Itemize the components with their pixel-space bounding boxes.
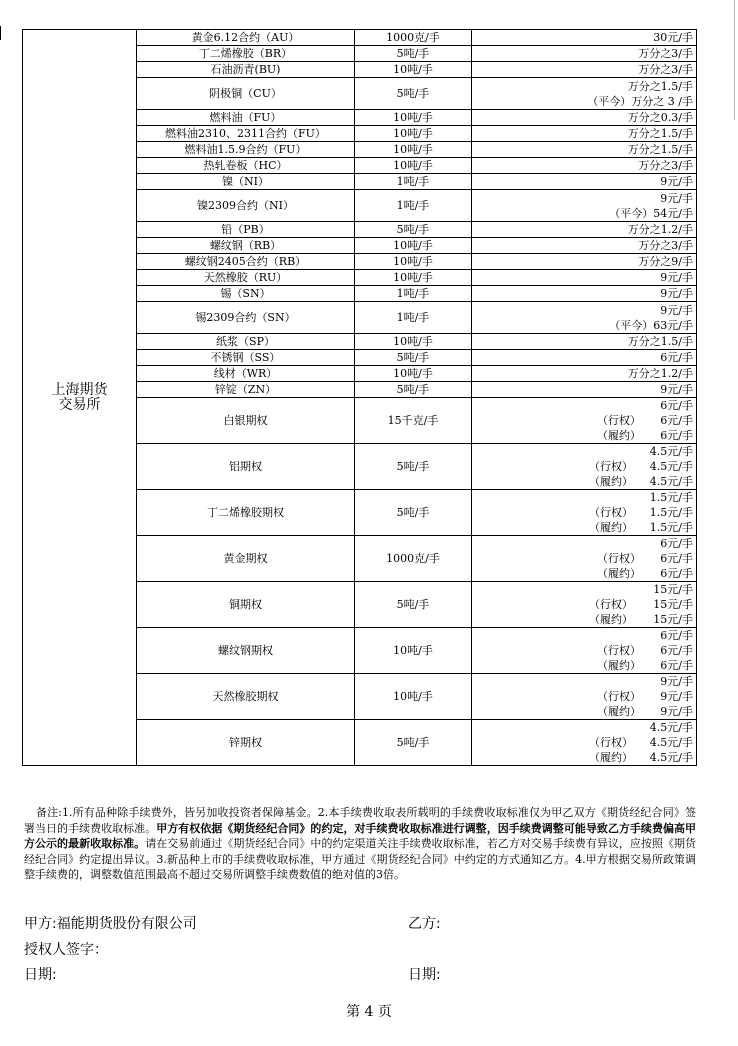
trading-unit: 10吨/手 xyxy=(355,158,472,174)
fee-value: 万分之1.5/手 xyxy=(627,127,693,140)
option-fee-value: 15元/手 xyxy=(653,598,693,611)
option-fee-tag: （履约） xyxy=(589,521,633,534)
option-fee-line xyxy=(475,674,693,689)
trading-unit: 10吨/手 xyxy=(355,110,472,126)
fee-value: 9元/手 xyxy=(660,287,693,300)
trading-unit: 5吨/手 xyxy=(355,222,472,238)
fee-value: 万分之0.3/手 xyxy=(627,111,693,124)
option-trading-unit: 5吨/手 xyxy=(355,490,472,536)
option-fee-line xyxy=(475,566,693,581)
trading-unit: 10吨/手 xyxy=(355,142,472,158)
option-product-name: 丁二烯橡胶期权 xyxy=(137,490,355,536)
option-trading-unit: 10吨/手 xyxy=(355,628,472,674)
option-fee-tag: （履约） xyxy=(589,751,633,764)
fee-value: （平今）63元/手 xyxy=(609,318,693,332)
product-name: 燃料油（FU） xyxy=(137,110,355,126)
product-name: 镍（NI） xyxy=(137,174,355,190)
product-name: 丁二烯橡胶（BR） xyxy=(137,46,355,62)
option-fee-value: 9元/手 xyxy=(660,675,693,688)
option-fee-line xyxy=(475,597,693,612)
option-fee-line xyxy=(475,474,693,489)
page-edge-mark xyxy=(0,26,1,40)
product-name: 燃料油2310、2311合约（FU） xyxy=(137,126,355,142)
fee-cell xyxy=(472,382,697,398)
trading-unit: 10吨/手 xyxy=(355,126,472,142)
product-name: 黄金6.12合约（AU） xyxy=(137,30,355,46)
option-fee-value: 1.5元/手 xyxy=(649,506,693,519)
date-b-label: 日期: xyxy=(408,967,441,983)
option-fee-tag: （行权） xyxy=(597,690,641,703)
fee-value: （平今）54元/手 xyxy=(609,206,693,220)
product-name: 螺纹钢2405合约（RB） xyxy=(137,254,355,270)
product-name: 石油沥青(BU) xyxy=(137,62,355,78)
date-a-label: 日期: xyxy=(24,967,57,983)
option-product-name: 螺纹钢期权 xyxy=(137,628,355,674)
option-trading-unit: 5吨/手 xyxy=(355,582,472,628)
fee-value: 30元/手 xyxy=(653,31,693,44)
option-trading-unit: 5吨/手 xyxy=(355,444,472,490)
option-fee-value: 6元/手 xyxy=(660,644,693,657)
product-name: 燃料油1.5.9合约（FU） xyxy=(137,142,355,158)
option-fee-tag: （履约） xyxy=(597,659,641,672)
fee-row xyxy=(23,30,697,46)
product-name: 镍2309合约（NI） xyxy=(137,190,355,222)
fee-table xyxy=(22,29,697,766)
remarks-part2: 请在交易前通过《期货经纪合同》中的约定渠道关注手续费收取标准，若乙方对交易手续费有异议，应按照《期货经纪合同》约定提出异议。3.新品种上市的手续费收取标准，甲方通过《期货经纪合同》中约定的方式通知乙方。4.甲方根据交易所政策调整手续费的，调整数值范围最高不超过交易所调整手续费数值的绝对值的3倍。 xyxy=(24,837,697,881)
fee-value: 万分之3/手 xyxy=(638,47,693,60)
fee-value: 9元/手 xyxy=(660,191,693,205)
option-product-name: 铝期权 xyxy=(137,444,355,490)
product-name: 不锈钢（SS） xyxy=(137,350,355,366)
fee-cell xyxy=(472,254,697,270)
trading-unit: 5吨/手 xyxy=(355,46,472,62)
fee-cell xyxy=(472,366,697,382)
option-fee-value: 4.5元/手 xyxy=(649,721,693,734)
option-fee-line xyxy=(475,612,693,627)
fee-cell xyxy=(472,350,697,366)
trading-unit: 10吨/手 xyxy=(355,270,472,286)
product-name: 线材（WR） xyxy=(137,366,355,382)
trading-unit: 1吨/手 xyxy=(355,302,472,334)
fee-cell xyxy=(472,174,697,190)
option-fee-cell xyxy=(472,490,697,536)
fee-cell xyxy=(472,222,697,238)
trading-unit: 10吨/手 xyxy=(355,334,472,350)
option-fee-cell xyxy=(472,536,697,582)
option-fee-cell xyxy=(472,720,697,766)
option-fee-value: 6元/手 xyxy=(660,567,693,580)
fee-value: 万分之1.5/手 xyxy=(627,335,693,348)
option-fee-tag: （履约） xyxy=(589,475,633,488)
trading-unit: 10吨/手 xyxy=(355,238,472,254)
fee-cell xyxy=(472,190,697,222)
option-fee-line xyxy=(475,444,693,459)
option-trading-unit: 10吨/手 xyxy=(355,674,472,720)
option-product-name: 锌期权 xyxy=(137,720,355,766)
option-fee-tag: （行权） xyxy=(589,598,633,611)
option-trading-unit: 5吨/手 xyxy=(355,720,472,766)
product-name: 锡2309合约（SN） xyxy=(137,302,355,334)
option-fee-value: 6元/手 xyxy=(660,414,693,427)
option-fee-tag: （履约） xyxy=(597,429,641,442)
option-fee-value: 1.5元/手 xyxy=(649,491,693,504)
option-fee-line xyxy=(475,490,693,505)
fee-value: 9元/手 xyxy=(660,303,693,317)
fee-cell xyxy=(472,78,697,110)
page-number: 第 4 页 xyxy=(346,1004,392,1020)
product-name: 天然橡胶（RU） xyxy=(137,270,355,286)
trading-unit: 1吨/手 xyxy=(355,286,472,302)
option-fee-value: 6元/手 xyxy=(660,629,693,642)
option-fee-tag: （行权） xyxy=(597,552,641,565)
trading-unit: 10吨/手 xyxy=(355,366,472,382)
fee-cell xyxy=(472,334,697,350)
option-fee-value: 4.5元/手 xyxy=(649,736,693,749)
fee-value: 万分之3/手 xyxy=(638,239,693,252)
option-fee-line xyxy=(475,643,693,658)
authorized-signature-label: 授权人签字： xyxy=(24,942,108,958)
trading-unit: 5吨/手 xyxy=(355,382,472,398)
option-fee-line xyxy=(475,750,693,765)
option-fee-line xyxy=(475,428,693,443)
remarks-part1: 备注:1.所有品种除手续费外，皆另加收投资者保障基金。2.本手续费收取表所载明的手续费收取标准仅为甲乙双方《期货经纪合同》签署当日的手续费收取标准。 xyxy=(24,806,696,835)
option-fee-line xyxy=(475,720,693,735)
fee-value: 万分之1.5/手 xyxy=(627,79,693,93)
fee-cell xyxy=(472,110,697,126)
fee-cell xyxy=(472,30,697,46)
option-product-name: 天然橡胶期权 xyxy=(137,674,355,720)
fee-value: 9元/手 xyxy=(660,271,693,284)
option-fee-tag: （行权） xyxy=(589,736,633,749)
option-fee-line xyxy=(475,505,693,520)
option-fee-tag: （行权） xyxy=(589,506,633,519)
fee-value: 9元/手 xyxy=(660,383,693,396)
option-fee-cell xyxy=(472,674,697,720)
fee-cell xyxy=(472,142,697,158)
option-fee-value: 6元/手 xyxy=(660,552,693,565)
option-fee-tag: （行权） xyxy=(597,414,641,427)
trading-unit: 1吨/手 xyxy=(355,174,472,190)
party-b-label: 乙方: xyxy=(408,916,441,932)
fee-cell xyxy=(472,286,697,302)
remarks xyxy=(24,805,696,883)
fee-cell xyxy=(472,158,697,174)
option-fee-value: 4.5元/手 xyxy=(649,460,693,473)
trading-unit: 1吨/手 xyxy=(355,190,472,222)
option-fee-line xyxy=(475,735,693,750)
scroll-edge xyxy=(734,0,735,120)
option-fee-line xyxy=(475,520,693,535)
option-fee-line xyxy=(475,398,693,413)
fee-cell xyxy=(472,62,697,78)
option-fee-cell xyxy=(472,582,697,628)
product-name: 锡（SN） xyxy=(137,286,355,302)
product-name: 锌锭（ZN） xyxy=(137,382,355,398)
option-fee-value: 1.5元/手 xyxy=(649,521,693,534)
fee-cell xyxy=(472,302,697,334)
option-fee-tag: （履约） xyxy=(597,567,641,580)
option-fee-line xyxy=(475,658,693,673)
option-fee-tag: （履约） xyxy=(597,705,641,718)
option-fee-value: 4.5元/手 xyxy=(649,475,693,488)
option-fee-value: 15元/手 xyxy=(653,583,693,596)
option-trading-unit: 1000克/手 xyxy=(355,536,472,582)
option-fee-line xyxy=(475,413,693,428)
product-name: 铅（PB） xyxy=(137,222,355,238)
fee-table-body xyxy=(23,30,697,766)
fee-value: 万分之1.5/手 xyxy=(627,143,693,156)
trading-unit: 1000克/手 xyxy=(355,30,472,46)
fee-value: 万分之1.2/手 xyxy=(627,367,693,380)
fee-value: 6元/手 xyxy=(660,351,693,364)
option-fee-line xyxy=(475,536,693,551)
option-trading-unit: 15千克/手 xyxy=(355,398,472,444)
option-product-name: 白银期权 xyxy=(137,398,355,444)
trading-unit: 10吨/手 xyxy=(355,254,472,270)
remarks-bold: 甲方有权依据《期货经纪合同》的约定，对手续费收取标准进行调整，因手续费调整可能导致乙方手续费偏高甲方公示的最新收取标准。 xyxy=(24,821,696,850)
party-a-label: 甲方:福能期货股份有限公司 xyxy=(24,916,197,932)
option-fee-value: 4.5元/手 xyxy=(649,751,693,764)
fee-value: 9元/手 xyxy=(660,175,693,188)
option-fee-value: 6元/手 xyxy=(660,659,693,672)
option-fee-cell xyxy=(472,398,697,444)
product-name: 阴极铜（CU） xyxy=(137,78,355,110)
trading-unit: 10吨/手 xyxy=(355,62,472,78)
fee-value: 万分之3/手 xyxy=(638,159,693,172)
option-fee-value: 6元/手 xyxy=(660,537,693,550)
fee-value: 万分之1.2/手 xyxy=(627,223,693,236)
fee-cell xyxy=(472,270,697,286)
product-name: 纸浆（SP） xyxy=(137,334,355,350)
product-name: 螺纹钢（RB） xyxy=(137,238,355,254)
option-fee-line xyxy=(475,704,693,719)
option-fee-tag: （行权） xyxy=(589,460,633,473)
fee-cell xyxy=(472,126,697,142)
option-fee-value: 9元/手 xyxy=(660,705,693,718)
option-fee-value: 6元/手 xyxy=(660,429,693,442)
fee-value: （平今）万分之 3 /手 xyxy=(587,94,693,108)
fee-cell xyxy=(472,46,697,62)
option-fee-value: 6元/手 xyxy=(660,399,693,412)
fee-value: 万分之3/手 xyxy=(638,63,693,76)
fee-cell xyxy=(472,238,697,254)
option-fee-line xyxy=(475,551,693,566)
option-fee-line xyxy=(475,459,693,474)
option-fee-cell xyxy=(472,628,697,674)
trading-unit: 5吨/手 xyxy=(355,350,472,366)
trading-unit: 5吨/手 xyxy=(355,78,472,110)
option-fee-tag: （行权） xyxy=(597,644,641,657)
option-product-name: 铜期权 xyxy=(137,582,355,628)
option-fee-tag: （履约） xyxy=(589,613,633,626)
fee-value: 万分之9/手 xyxy=(638,255,693,268)
option-fee-value: 15元/手 xyxy=(653,613,693,626)
product-name: 热轧卷板（HC） xyxy=(137,158,355,174)
option-fee-value: 9元/手 xyxy=(660,690,693,703)
option-fee-line xyxy=(475,689,693,704)
option-product-name: 黄金期权 xyxy=(137,536,355,582)
option-fee-line xyxy=(475,582,693,597)
option-fee-line xyxy=(475,628,693,643)
option-fee-cell xyxy=(472,444,697,490)
option-fee-value: 4.5元/手 xyxy=(649,445,693,458)
exchange-name: 上海期货 交易所 xyxy=(23,30,137,766)
